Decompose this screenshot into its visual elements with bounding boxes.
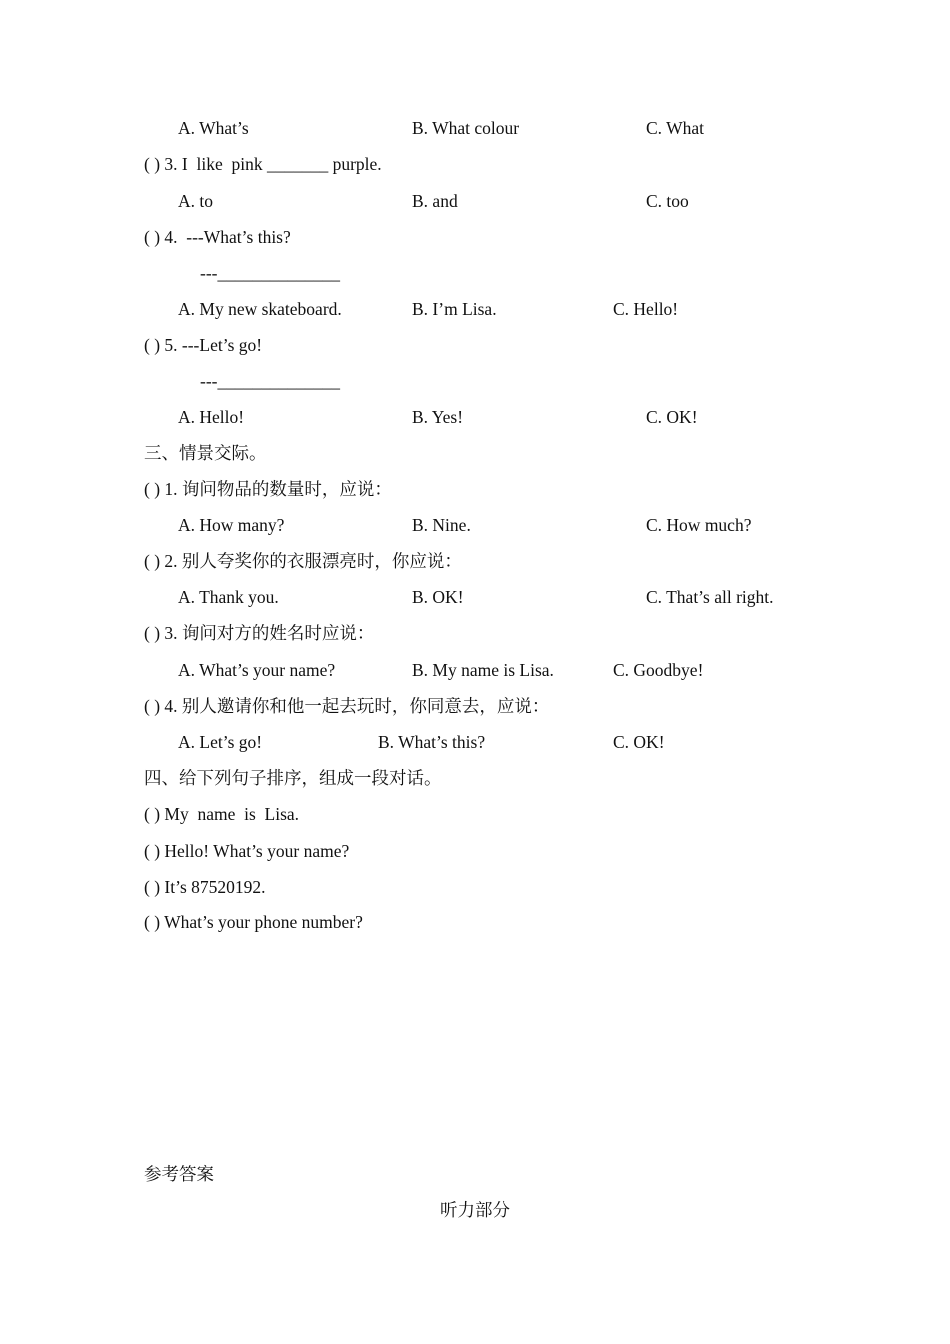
q2-option-b: B. What colour xyxy=(412,118,520,138)
ordering-item: ( ) Hello! What’s your name? xyxy=(144,841,350,861)
question-stem: ( ) 1. 询问物品的数量时，应说： xyxy=(144,479,392,499)
option-b: B. What’s this? xyxy=(378,732,486,752)
question-stem: ( ) 4. 别人邀请你和他一起去玩时，你同意去，应说： xyxy=(144,696,550,716)
option-a: A. What’s your name? xyxy=(178,660,336,680)
listening-section-heading: 听力部分 xyxy=(440,1200,510,1220)
option-b: B. OK! xyxy=(412,587,464,607)
option-a: A. How many? xyxy=(178,515,285,535)
option-c: C. Hello! xyxy=(613,299,679,319)
q2-option-c: C. What xyxy=(646,118,705,138)
option-a: A. to xyxy=(178,191,213,211)
option-b: B. Yes! xyxy=(412,407,464,427)
option-b: B. and xyxy=(412,191,458,211)
option-b: B. Nine. xyxy=(412,515,471,535)
answer-blank: ---______________ xyxy=(200,371,340,391)
option-a: A. Hello! xyxy=(178,407,245,427)
option-c: C. OK! xyxy=(613,732,665,752)
option-a: A. My new skateboard. xyxy=(178,299,342,319)
section-title: 四、给下列句子排序，组成一段对话。 xyxy=(144,768,442,788)
answer-blank: ---______________ xyxy=(200,263,340,283)
question-stem: ( ) 3. 询问对方的姓名时应说： xyxy=(144,623,375,643)
question-stem: ( ) 4. ---What’s this? xyxy=(144,227,291,247)
option-c: C. OK! xyxy=(646,407,698,427)
q2-option-a: A. What’s xyxy=(178,118,249,138)
question-stem: ( ) 2. 别人夸奖你的衣服漂亮时，你应说： xyxy=(144,551,462,571)
option-a: A. Let’s go! xyxy=(178,732,263,752)
option-c: C. That’s all right. xyxy=(646,587,774,607)
option-b: B. My name is Lisa. xyxy=(412,660,554,680)
question-stem: ( ) 3. I like pink _______ purple. xyxy=(144,154,382,174)
ordering-item: ( ) What’s your phone number? xyxy=(144,912,363,932)
option-b: B. I’m Lisa. xyxy=(412,299,497,319)
ordering-item: ( ) It’s 87520192. xyxy=(144,877,266,897)
answer-key-title: 参考答案 xyxy=(144,1164,214,1184)
option-c: C. too xyxy=(646,191,689,211)
option-c: C. Goodbye! xyxy=(613,660,704,680)
question-stem: ( ) 5. ---Let’s go! xyxy=(144,335,263,355)
option-a: A. Thank you. xyxy=(178,587,279,607)
section-title: 三、情景交际。 xyxy=(144,443,267,463)
ordering-item: ( ) My name is Lisa. xyxy=(144,804,300,824)
option-c: C. How much? xyxy=(646,515,752,535)
